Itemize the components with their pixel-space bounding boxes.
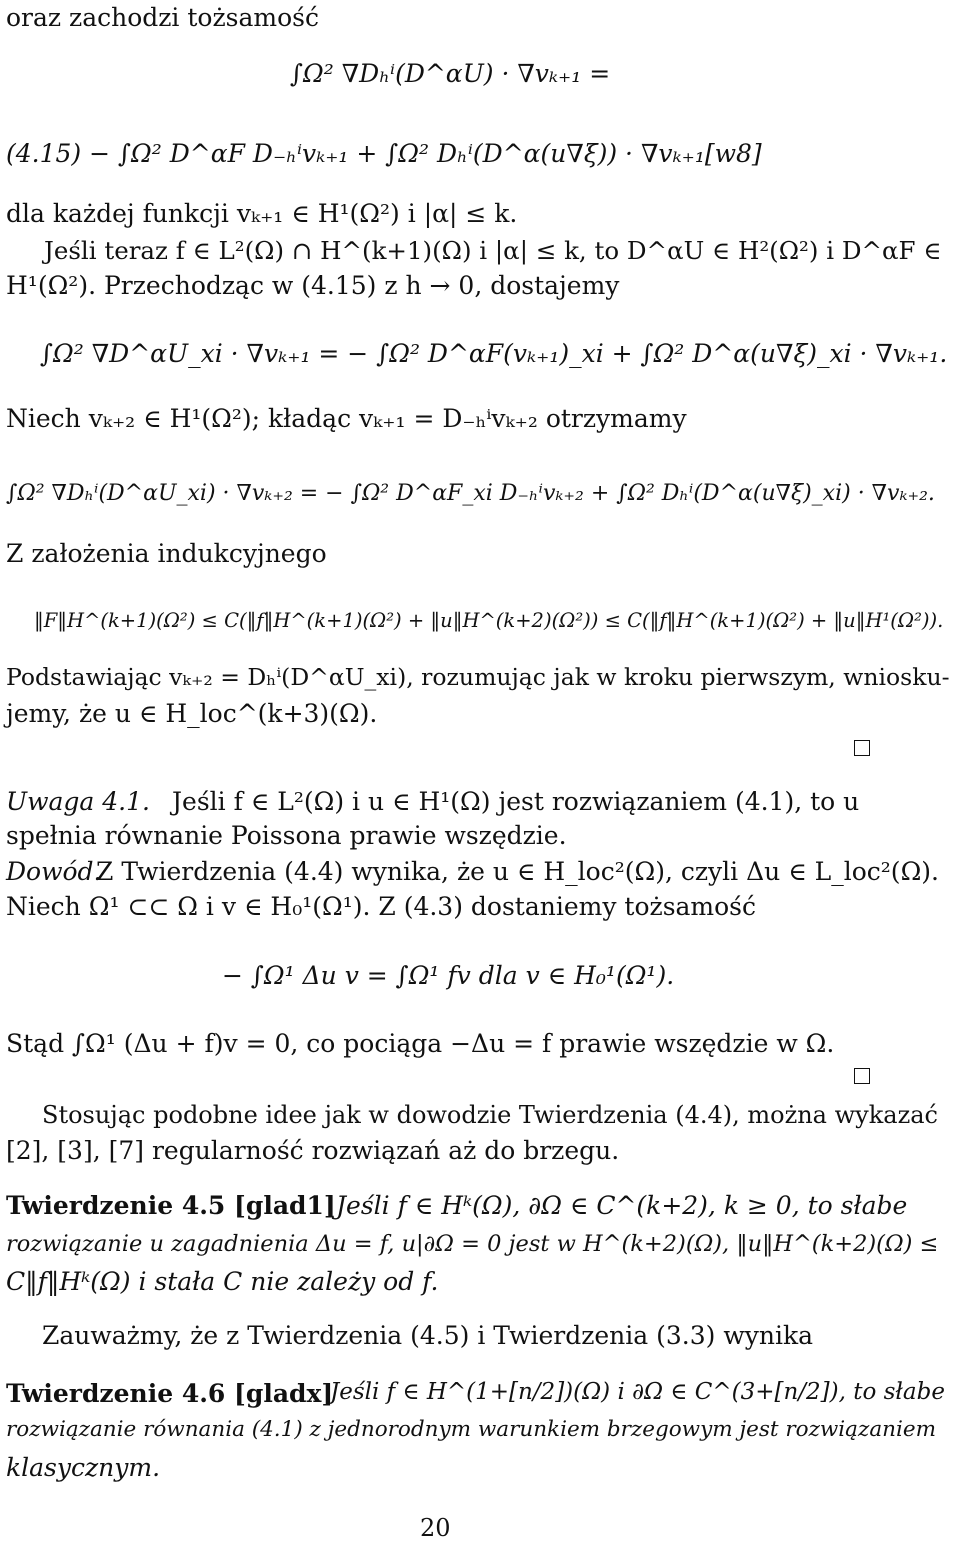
text-line: Niech vₖ₊₂ ∈ H¹(Ω²); kładąc vₖ₊₁ = D₋ₕⁱvₖ₊₂ otrzymamy: [6, 404, 687, 433]
theorem-text: klasycznym.: [6, 1453, 161, 1482]
theorem-text: rozwiązanie równania (4.1) z jednorodnym warunkiem brzegowym jest rozwiązaniem: [6, 1417, 936, 1442]
text-line: Jeśli f ∈ L²(Ω) i u ∈ H¹(Ω) jest rozwiązaniem (4.1), to u: [172, 787, 860, 816]
equation-line: ‖F‖H^(k+1)(Ω²) ≤ C(‖f‖H^(k+1)(Ω²) + ‖u‖H^(k+2)(Ω²)) ≤ C(‖f‖H^(k+1)(Ω²) + ‖u‖H¹(Ω²)).: [34, 609, 944, 632]
equation-line: ∫Ω² ∇Dₕⁱ(D^αU_xi) · ∇vₖ₊₂ = − ∫Ω² D^αF_xi D₋ₕⁱvₖ₊₂ + ∫Ω² Dₕⁱ(D^α(u∇ξ)_xi) · ∇vₖ₊₂.: [6, 481, 935, 506]
text-line: Z Twierdzenia (4.4) wynika, że u ∈ H_loc²(Ω), czyli Δu ∈ L_loc²(Ω).: [96, 857, 939, 886]
proof-label: Dowód.: [6, 857, 102, 886]
text-line: Zauważmy, że z Twierdzenia (4.5) i Twierdzenia (3.3) wynika: [42, 1321, 814, 1350]
text-line: dla każdej funkcji vₖ₊₁ ∈ H¹(Ω²) i |α| ≤ k.: [6, 199, 518, 228]
theorem-text: rozwiązanie u zagadnienia Δu = f, u|∂Ω = 0 jest w H^(k+2)(Ω), ‖u‖H^(k+2)(Ω) ≤: [6, 1231, 939, 1257]
theorem-text: C‖f‖Hᵏ(Ω) i stała C nie zależy od f.: [6, 1267, 439, 1296]
equation-line: ∫Ω² ∇D^αU_xi · ∇vₖ₊₁ = − ∫Ω² D^αF(vₖ₊₁)_xi + ∫Ω² D^α(u∇ξ)_xi · ∇vₖ₊₁.: [40, 339, 948, 368]
theorem-label: Twierdzenie 4.6 [gladx]: [6, 1379, 334, 1408]
equation-line: ∫Ω² ∇Dₕⁱ(D^αU) · ∇vₖ₊₁ =: [290, 59, 611, 88]
text-line: H¹(Ω²). Przechodząc w (4.15) z h → 0, dostajemy: [6, 271, 620, 300]
text-line: Stosując podobne idee jak w dowodzie Twierdzenia (4.4), można wykazać: [42, 1101, 938, 1129]
text-line: Z założenia indukcyjnego: [6, 539, 327, 568]
theorem-text: Jeśli f ∈ Hᵏ(Ω), ∂Ω ∈ C^(k+2), k ≥ 0, to słabe: [336, 1191, 908, 1220]
page-number: 20: [420, 1514, 451, 1542]
equation-line: − ∫Ω¹ Δu v = ∫Ω¹ fv dla v ∈ H₀¹(Ω¹).: [222, 961, 675, 990]
theorem-text: Jeśli f ∈ H^(1+[n/2])(Ω) i ∂Ω ∈ C^(3+[n/2]), to słabe: [330, 1379, 945, 1405]
text-line: jemy, że u ∈ H_loc^(k+3)(Ω).: [6, 699, 378, 728]
remark-label: Uwaga 4.1.: [6, 787, 150, 816]
text-line: [2], [3], [7] regularność rozwiązań aż do brzegu.: [6, 1136, 620, 1165]
qed-square: [854, 1068, 870, 1084]
text-line: Jeśli teraz f ∈ L²(Ω) ∩ H^(k+1)(Ω) i |α| ≤ k, to D^αU ∈ H²(Ω²) i D^αF ∈: [44, 236, 942, 265]
text-line: Stąd ∫Ω¹ (Δu + f)v = 0, co pociąga −Δu = f prawie wszędzie w Ω.: [6, 1029, 835, 1058]
theorem-label: Twierdzenie 4.5 [glad1]: [6, 1191, 336, 1220]
text-line: Podstawiając vₖ₊₂ = Dₕⁱ(D^αU_xi), rozumując jak w kroku pierwszym, wniosku-: [6, 663, 950, 691]
text-line: oraz zachodzi tożsamość: [6, 3, 319, 32]
qed-square: [854, 740, 870, 756]
equation-4-15: (4.15) − ∫Ω² D^αF D₋ₕⁱvₖ₊₁ + ∫Ω² Dₕⁱ(D^α(u∇ξ)) · ∇vₖ₊₁[w8]: [6, 139, 762, 168]
text-line: spełnia równanie Poissona prawie wszędzie.: [6, 821, 567, 850]
text-line: Niech Ω¹ ⊂⊂ Ω i v ∈ H₀¹(Ω¹). Z (4.3) dostaniemy tożsamość: [6, 892, 757, 921]
